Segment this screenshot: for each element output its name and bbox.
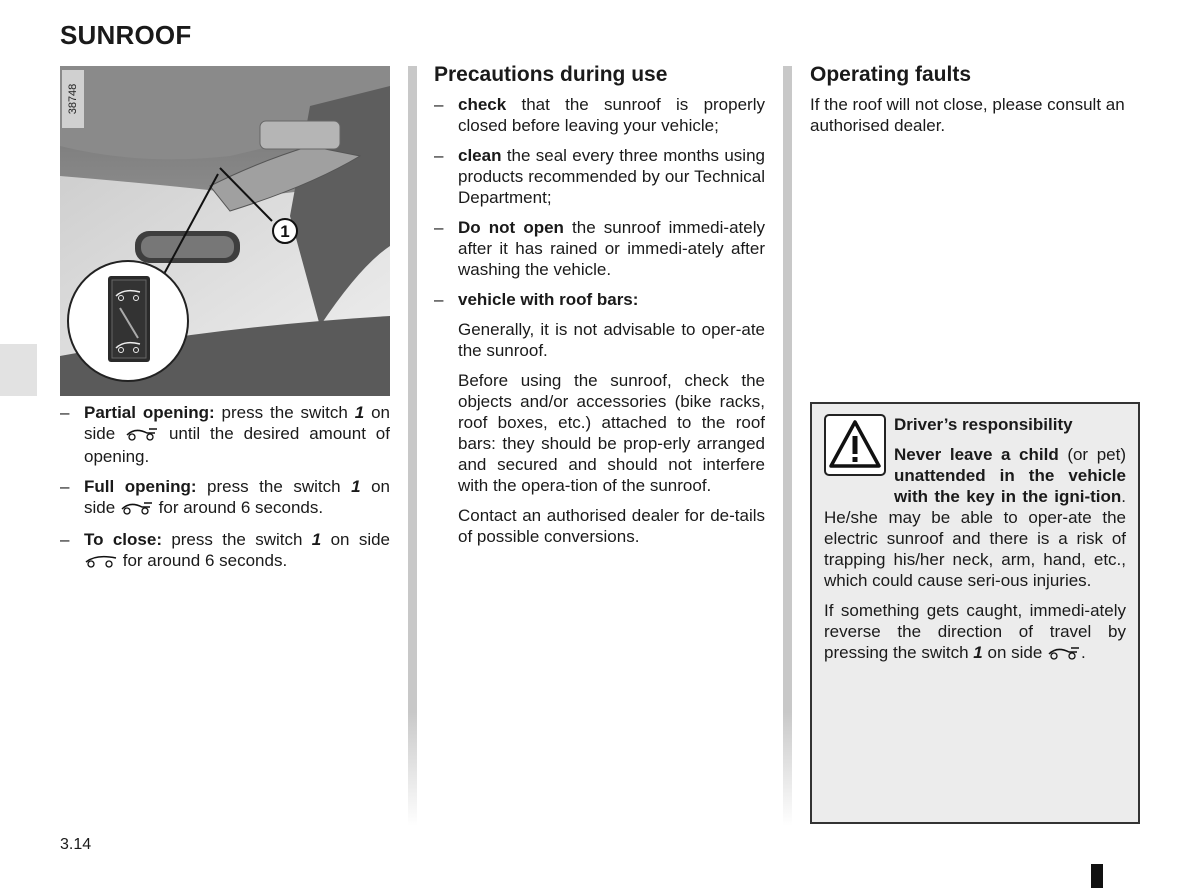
paragraph: If the roof will not close, please consult an authorised dealer. xyxy=(810,95,1125,135)
column-divider xyxy=(783,66,792,826)
sunroof-open-icon xyxy=(120,499,154,520)
list-item: – Do not open the sunroof immedi-ately after it has rained or immedi-ately after washing the vehicle. xyxy=(434,217,765,280)
paragraph: Before using the sunroof, check the objects and/or accessories (bike racks, roof boxes, etc.) attached to the roof bars: they should be prop-erly arranged and secured and should not interfere with the opera-tion of the sunroof. xyxy=(458,371,765,495)
paragraph: Generally, it is not advisable to oper-ate the sunroof. xyxy=(458,320,765,360)
column-divider xyxy=(408,66,417,826)
middle-column xyxy=(434,62,765,556)
figure-id: 38748 xyxy=(62,70,84,128)
list-item: – Full opening: press the switch 1 on side for around 6 seconds. xyxy=(60,476,390,520)
paragraph: Contact an authorised dealer for de-tails of possible conversions. xyxy=(458,506,765,546)
list-item: – check that the sunroof is properly closed before leaving your vehicle; xyxy=(434,94,765,136)
left-column xyxy=(60,402,390,582)
paragraph: If something gets caught, immedi-ately reverse the direction of travel by pressing the switch 1 on side . xyxy=(824,600,1126,665)
sunroof-open-icon xyxy=(125,425,159,446)
paragraph: Never leave a child (or pet) unattended in the vehicle with the key in the igni-tion. He/she may be able to oper-ate the electric sunroof and there is a risk of trapping his/her neck, arm, hand, etc., which could cause seri-ous injuries. xyxy=(824,445,1126,590)
operating-faults-heading: Operating faults xyxy=(810,63,972,86)
warning-title: Driver’s responsibility xyxy=(894,415,1073,434)
list-item: – clean the seal every three months using products recommended by our Technical Department; xyxy=(434,145,765,208)
page-title: SUNROOF xyxy=(60,20,192,50)
warning-box xyxy=(810,402,1140,824)
opening-instructions xyxy=(60,402,390,573)
callout-label: 1 xyxy=(280,222,290,241)
page-number: 3.14 xyxy=(60,836,92,853)
list-item: – Partial opening: press the switch 1 on side until the desired amount of opening. xyxy=(60,402,390,467)
sunroof-open-icon xyxy=(1047,644,1081,665)
page-edge-mark xyxy=(1091,864,1103,888)
sunroof-switch-illustration xyxy=(60,66,390,396)
precautions-heading: Precautions during use xyxy=(434,63,668,86)
chapter-tab xyxy=(0,344,37,396)
right-column xyxy=(810,62,1142,145)
sunroof-close-icon xyxy=(84,552,118,573)
precautions-list xyxy=(434,94,765,310)
warning-text xyxy=(824,414,1126,674)
list-item: – vehicle with roof bars: xyxy=(434,289,765,310)
list-item: – To close: press the switch 1 on side for around 6 seconds. xyxy=(60,529,390,573)
